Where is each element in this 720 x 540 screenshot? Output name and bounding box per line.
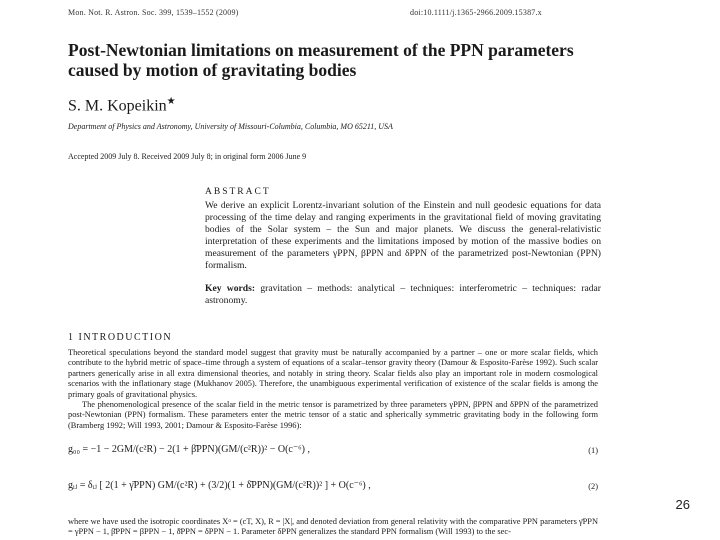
introduction-body <box>68 348 598 511</box>
intro-paragraph-3-text: where we have used the isotropic coordinates Xᵅ = (cT, X), R = |X|, and denoted deviation from general relativity with the comparative PPN parameters γ̄PPN = γPPN − 1, β̄PPN = βPPN − 1, δ̄PPN = δPPN − 1. Parameter δPPN generalizes the standard PPN formalism (Will 1993) to the sec- <box>68 517 598 537</box>
abstract <box>205 186 601 272</box>
equation-1-text: g₀₀ = −1 − 2GM/(c²R) − 2(1 + β̄PPN)(GM/(c²R))² − O(c⁻⁶) , <box>68 444 310 456</box>
journal-reference: Mon. Not. R. Astron. Soc. 399, 1539–1552 (2009) <box>68 8 239 17</box>
intro-paragraph-2: The phenomenological presence of the scalar field in the metric tensor is parametrized by three parameters γPPN, βPPN and δPPN of the parametrized post-Newtonian (PPN) formalism. These parameters enter the metric tensor of a static and spherically symmetric gravitating body in the following form (Bramberg 1992; Will 1993, 2001; Damour & Esposito-Farèse 1996): <box>68 400 598 430</box>
intro-paragraph-3 <box>68 517 598 538</box>
author-name: S. M. Kopeikin <box>68 97 167 115</box>
equation-1 <box>68 437 598 471</box>
keywords-label: Key words: <box>205 283 256 294</box>
equation-2-number: (2) <box>588 482 598 492</box>
equation-1-number: (1) <box>588 446 598 456</box>
keywords <box>205 283 601 307</box>
intro-paragraph-1: Theoretical speculations beyond the standard model suggest that gravity must be naturally accompanied by a partner – one or more scalar fields, which contribute to the hybrid metric of space–time through a system of equations of a scalar–tensor gravity theory (Damour & Esposito-Farèse 1992). Such scalar partners generically arise in all extra dimensional theories, and notably in string theory. Scalar fields also play an important role in modern cosmological scenarios with the inflationary stage (Mukhanov 2005). Therefore, the unambiguous experimental verification of existence of the scalar fields is among the primary goals of gravitational physics. <box>68 348 598 399</box>
submission-dates: Accepted 2009 July 8. Received 2009 July 8; in original form 2006 June 9 <box>68 152 307 161</box>
doi: doi:10.1111/j.1365-2966.2009.15387.x <box>410 8 542 17</box>
equation-2-text: gᵢⱼ = δᵢⱼ [ 2(1 + γ̄PPN) GM/(c²R) + (3/2)(1 + δ̄PPN)(GM/(c²R))² ] + O(c⁻⁶) , <box>68 480 371 492</box>
abstract-heading: ABSTRACT <box>205 187 271 197</box>
author-line <box>68 96 176 115</box>
section-heading-introduction: 1 INTRODUCTION <box>68 332 173 343</box>
abstract-text: We derive an explicit Lorentz-invariant solution of the Einstein and null geodesic equations for data processing of the time delay and ranging experiments in the gravitational field of moving gravitating bodies of the Solar system – the Sun and major planets. We discuss the general-relativistic interpretation of these experiments and the limitations imposed by motion of the massive bodies on measurement of the parameters γPPN, βPPN and δPPN of the parametrized post-Newtonian (PPN) formalism. <box>205 200 601 271</box>
keywords-text: gravitation – methods: analytical – techniques: interferometric – techniques: radar astronomy. <box>205 283 601 306</box>
author-footnote-mark: ★ <box>166 96 176 107</box>
affiliation: Department of Physics and Astronomy, University of Missouri-Columbia, Columbia, MO 65211, USA <box>68 122 393 131</box>
paper-title: Post-Newtonian limitations on measurement of the PPN parameters caused by motion of gravitating bodies <box>68 40 574 80</box>
equation-2 <box>68 471 598 511</box>
slide-page-number: 26 <box>675 497 690 512</box>
